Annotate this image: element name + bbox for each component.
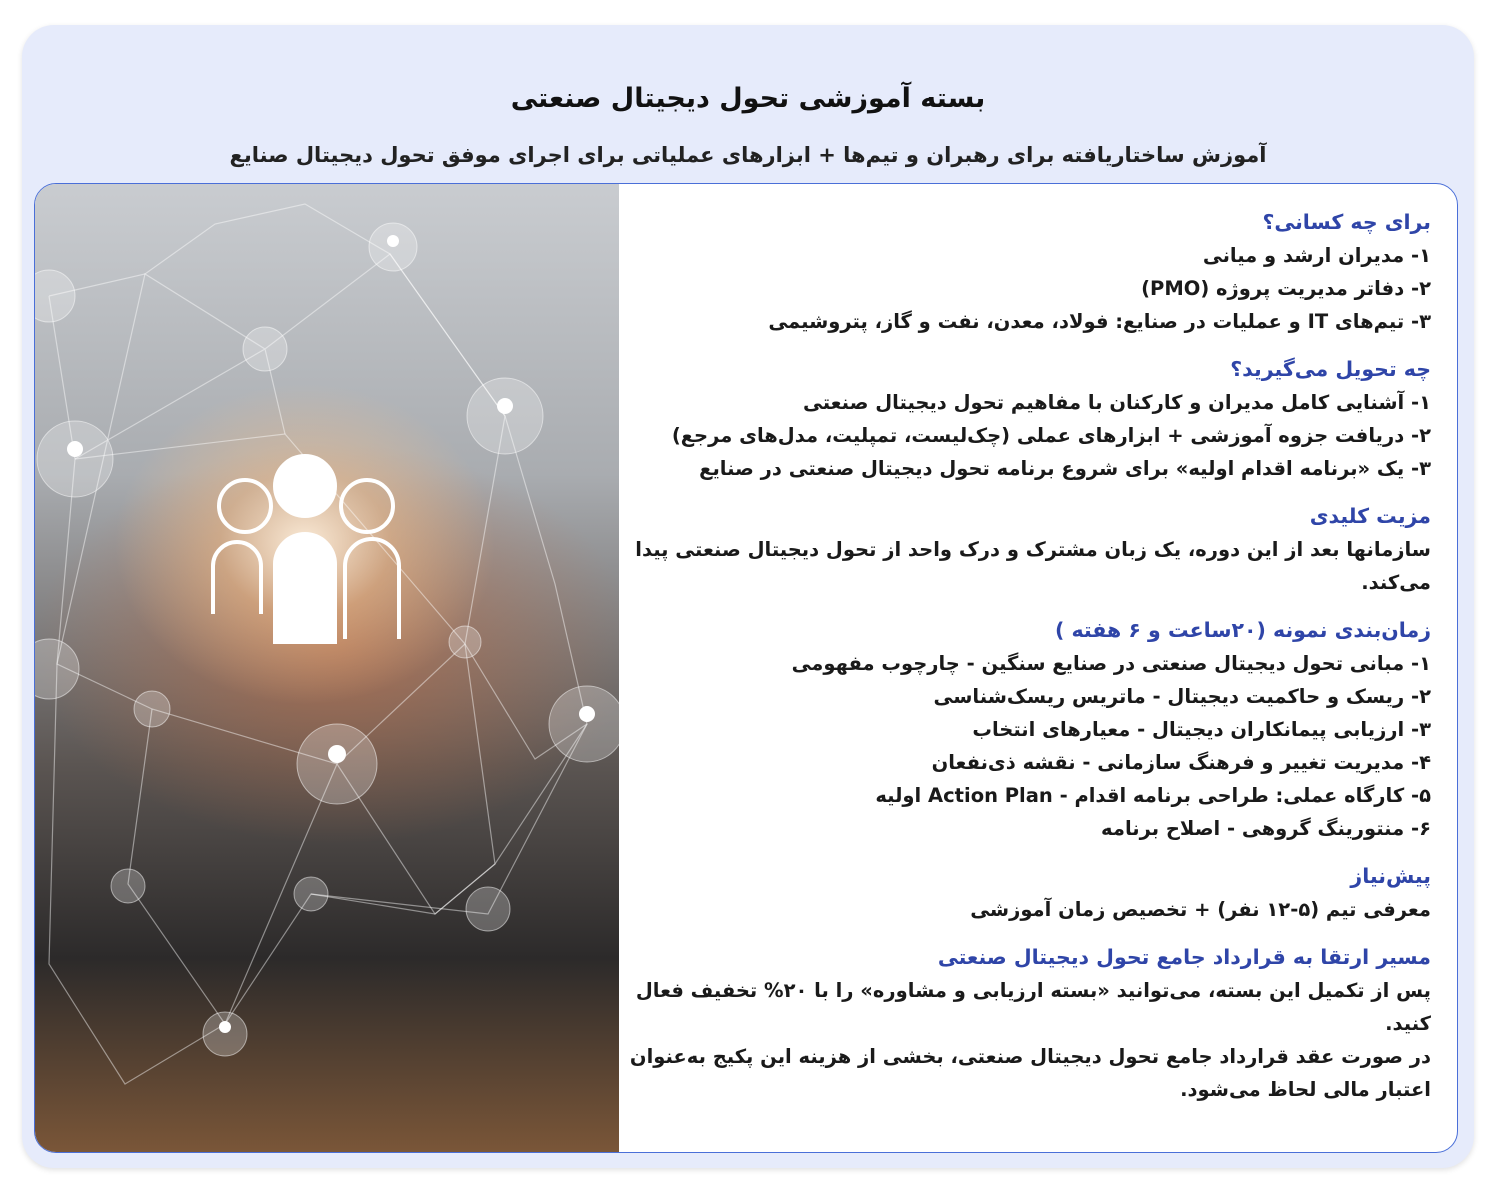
- list-item: در صورت عقد قرارداد جامع تحول دیجیتال صنعتی، بخشی از هزینه این پکیج به‌عنوان: [629, 1045, 1431, 1068]
- page-title: بسته آموزشی تحول دیجیتال صنعتی: [510, 83, 986, 114]
- section-audience: [611, 206, 1431, 338]
- section-heading: زمان‌بندی نمونه (۲۰ساعت و ۶ هفته ): [1054, 618, 1431, 642]
- digital-network-hand-photo: [35, 184, 619, 1152]
- list-item: ۱- مدیران ارشد و میانی: [1202, 244, 1431, 267]
- list-item: ۵- کارگاه عملی: طراحی برنامه اقدام - Action Plan اولیه: [875, 784, 1431, 807]
- list-item: ۲- ریسک و حاکمیت دیجیتال - ماتریس ریسک‌شناسی: [933, 685, 1431, 708]
- page-subtitle: آموزش ساختاریافته برای رهبران و تیم‌ها + ابزارهای عملیاتی برای اجرای موفق تحول دیجیتال صنایع: [229, 143, 1267, 167]
- list-item: ۴- مدیریت تغییر و فرهنگ سازمانی - نقشه ذی‌نفعان: [931, 751, 1431, 774]
- section-deliverables: [611, 353, 1431, 485]
- network-graphic: [35, 184, 619, 1152]
- list-item: سازمانها بعد از این دوره، یک زبان مشترک و درک واحد از تحول دیجیتال صنعتی پیدا می‌کند.: [635, 538, 1431, 594]
- section-schedule: [611, 614, 1431, 845]
- list-item: پس از تکمیل این بسته، می‌توانید «بسته ارزیابی و مشاوره» را با ۲۰% تخفیف فعال کنید.: [635, 979, 1431, 1035]
- section-heading: چه تحویل می‌گیرید؟: [1230, 357, 1431, 381]
- list-item: ۲- دفاتر مدیریت پروژه (PMO): [1141, 277, 1431, 300]
- list-item: اعتبار مالی لحاظ می‌شود.: [1180, 1078, 1431, 1101]
- list-item: معرفی تیم (۵-۱۲ نفر) + تخصیص زمان آموزشی: [970, 898, 1431, 921]
- list-item: ۳- تیم‌های IT و عملیات در صنایع: فولاد، معدن، نفت و گاز، پتروشیمی: [768, 310, 1431, 333]
- section-heading: مزیت کلیدی: [1309, 504, 1431, 528]
- section-prerequisite: [611, 860, 1431, 926]
- list-item: ۶- منتورینگ گروهی - اصلاح برنامه: [1101, 817, 1431, 840]
- section-heading: برای چه کسانی؟: [1262, 210, 1431, 234]
- package-details: [611, 206, 1431, 1106]
- content-panel: [34, 183, 1458, 1153]
- section-upgrade-path: [611, 941, 1431, 1106]
- list-item: ۲- دریافت جزوه آموزشی + ابزارهای عملی (چک‌لیست، تمپلیت، مدل‌های مرجع): [671, 424, 1431, 447]
- section-key-benefit: [611, 500, 1431, 599]
- section-heading: مسیر ارتقا به قرارداد جامع تحول دیجیتال صنعتی: [937, 945, 1431, 969]
- list-item: ۳- یک «برنامه اقدام اولیه» برای شروع برنامه تحول دیجیتال صنعتی در صنایع: [699, 457, 1431, 480]
- list-item: ۱- مبانی تحول دیجیتال صنعتی در صنایع سنگین - چارچوب مفهومی: [791, 652, 1431, 675]
- section-heading: پیش‌نیاز: [1350, 864, 1431, 888]
- list-item: ۱- آشنایی کامل مدیران و کارکنان با مفاهیم تحول دیجیتال صنعتی: [802, 391, 1431, 414]
- list-item: ۳- ارزیابی پیمانکاران دیجیتال - معیارهای انتخاب: [972, 718, 1431, 741]
